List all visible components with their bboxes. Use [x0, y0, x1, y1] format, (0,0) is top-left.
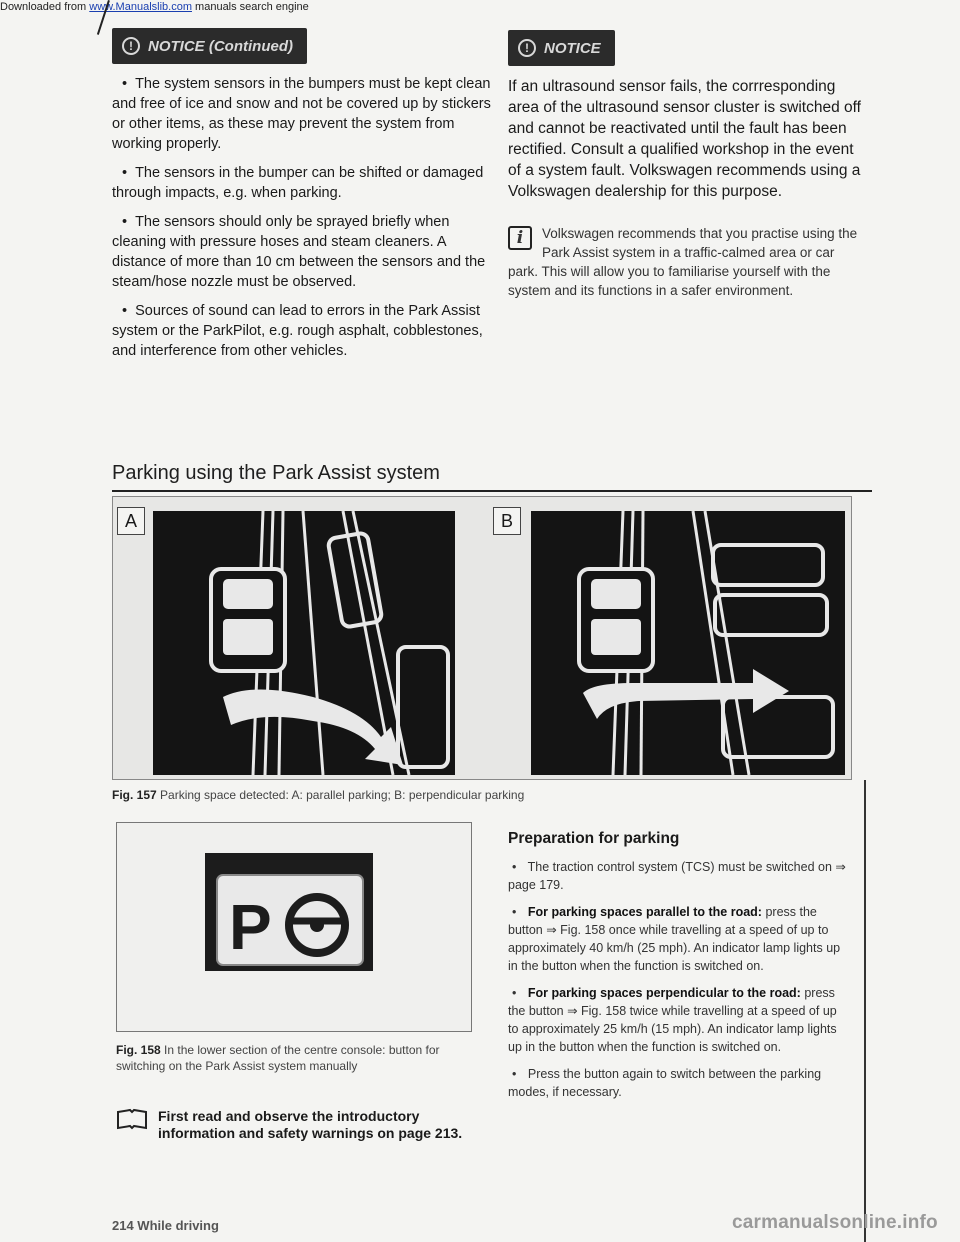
- watermark-text: carmanualsonline.info: [732, 1212, 938, 1233]
- info-icon: i: [508, 226, 532, 250]
- preparation-section: [508, 830, 848, 1110]
- preparation-title: Preparation for parking: [508, 830, 680, 847]
- right-column: [508, 30, 868, 300]
- read-first-note: [116, 1108, 476, 1142]
- section-title: Parking using the Park Assist system: [112, 462, 440, 484]
- panel-label-b: B: [493, 507, 521, 535]
- bullet-item: • The sensors in the bumper can be shifted or damaged through impacts, e.g. when parking.: [112, 163, 492, 203]
- section-rule: [112, 490, 872, 492]
- left-column: [112, 28, 492, 370]
- notice-text: If an ultrasound sensor fails, the corrresponding area of the ultrasound sensor cluster is switched off and cannot be reactivated until the fault has been rectified. Consult a qualified workshop in the event of a system fault. Volkswagen recommends using a Volkswagen dealership for this purpose.: [508, 78, 861, 200]
- fig157-caption-number: Fig. 157: [112, 788, 157, 802]
- info-note: [508, 224, 868, 300]
- preparation-item: [508, 903, 848, 975]
- prep-item-lead: For parking spaces perpendicular to the road:: [527, 986, 801, 1000]
- info-text: Volkswagen recommends that you practise using the Park Assist system in a traffic-calmed area or car park. This will allow you to familiarise yourself with the system and its functions in a safer environment.: [508, 226, 858, 298]
- banner-suffix: manuals search engine: [195, 1, 309, 13]
- fig158-illustration: [116, 822, 472, 1032]
- prep-item-lead: For parking spaces parallel to the road:: [527, 905, 762, 919]
- preparation-item: [508, 1065, 848, 1101]
- bullet-item: • The system sensors in the bumpers must be kept clean and free of ice and snow and not be covered up by stickers or other items, as these may prevent the system from working properly.: [112, 74, 492, 154]
- prep-item-text: The traction control system (TCS) must be switched on ⇒ page 179.: [508, 860, 846, 892]
- prep-item-text: press the button ⇒ Fig. 158 twice while travelling at a speed of up to approximately 25 km/h (15 mph). An indicator lamp lights up in the button when the function is switched on.: [508, 986, 837, 1054]
- fig157-caption: [112, 788, 852, 802]
- prep-item-text: press the button ⇒ Fig. 158 once while travelling at a speed of up to approximately 40 km/h (25 mph). An indicator lamp lights up in the button when the function is switched on.: [508, 905, 841, 973]
- preparation-item: [508, 858, 848, 894]
- read-first-text: First read and observe the introductory information and safety warnings on page 213.: [158, 1108, 463, 1141]
- bullet-item: • Sources of sound can lead to errors in the Park Assist system or the ParkPilot, e.g. rough asphalt, cobblestones, and interference from other vehicles.: [112, 301, 492, 361]
- page-footer: 214 While driving: [112, 1218, 219, 1233]
- fig158-drawing: [117, 823, 471, 1031]
- fig157-illustration: [112, 496, 852, 780]
- book-icon: [116, 1108, 148, 1130]
- panel-label-a: A: [117, 507, 145, 535]
- notice-label: NOTICE: [544, 39, 601, 57]
- page-margin-rule: [864, 780, 866, 1242]
- banner-prefix: Downloaded from: [0, 1, 87, 13]
- fig158-caption-number: Fig. 158: [116, 1043, 161, 1057]
- prep-item-text: Press the button again to switch between the parking modes, if necessary.: [508, 1067, 822, 1099]
- manualslib-link[interactable]: www.Manualslib.com: [89, 1, 192, 13]
- bullet-item: • The sensors should only be sprayed briefly when cleaning with pressure hoses and steam cleaners. A distance of more than 10 cm between the sensors and the steam/hose nozzle must be observed.: [112, 212, 492, 292]
- notice-icon: !: [518, 39, 536, 57]
- notice-badge: [508, 30, 615, 66]
- download-banner: [0, 0, 960, 16]
- fig158-caption: [116, 1042, 472, 1074]
- panel-b-car-icon: [579, 569, 653, 671]
- fig157-drawing: [113, 497, 853, 781]
- notice-continued-label: NOTICE (Continued): [148, 37, 293, 55]
- notice-continued-badge: [112, 28, 307, 64]
- notice-icon: !: [122, 37, 140, 55]
- notice-bullets: [112, 74, 492, 361]
- panel-a-car-icon: [211, 569, 285, 671]
- fig157-caption-text: Parking space detected: A: parallel parking; B: perpendicular parking: [160, 788, 525, 802]
- park-p-icon: P: [229, 891, 272, 963]
- preparation-item: [508, 984, 848, 1056]
- panel-a-background: [153, 511, 455, 775]
- fig158-caption-text: In the lower section of the centre console: button for switching on the Park Assist system manually: [116, 1043, 440, 1073]
